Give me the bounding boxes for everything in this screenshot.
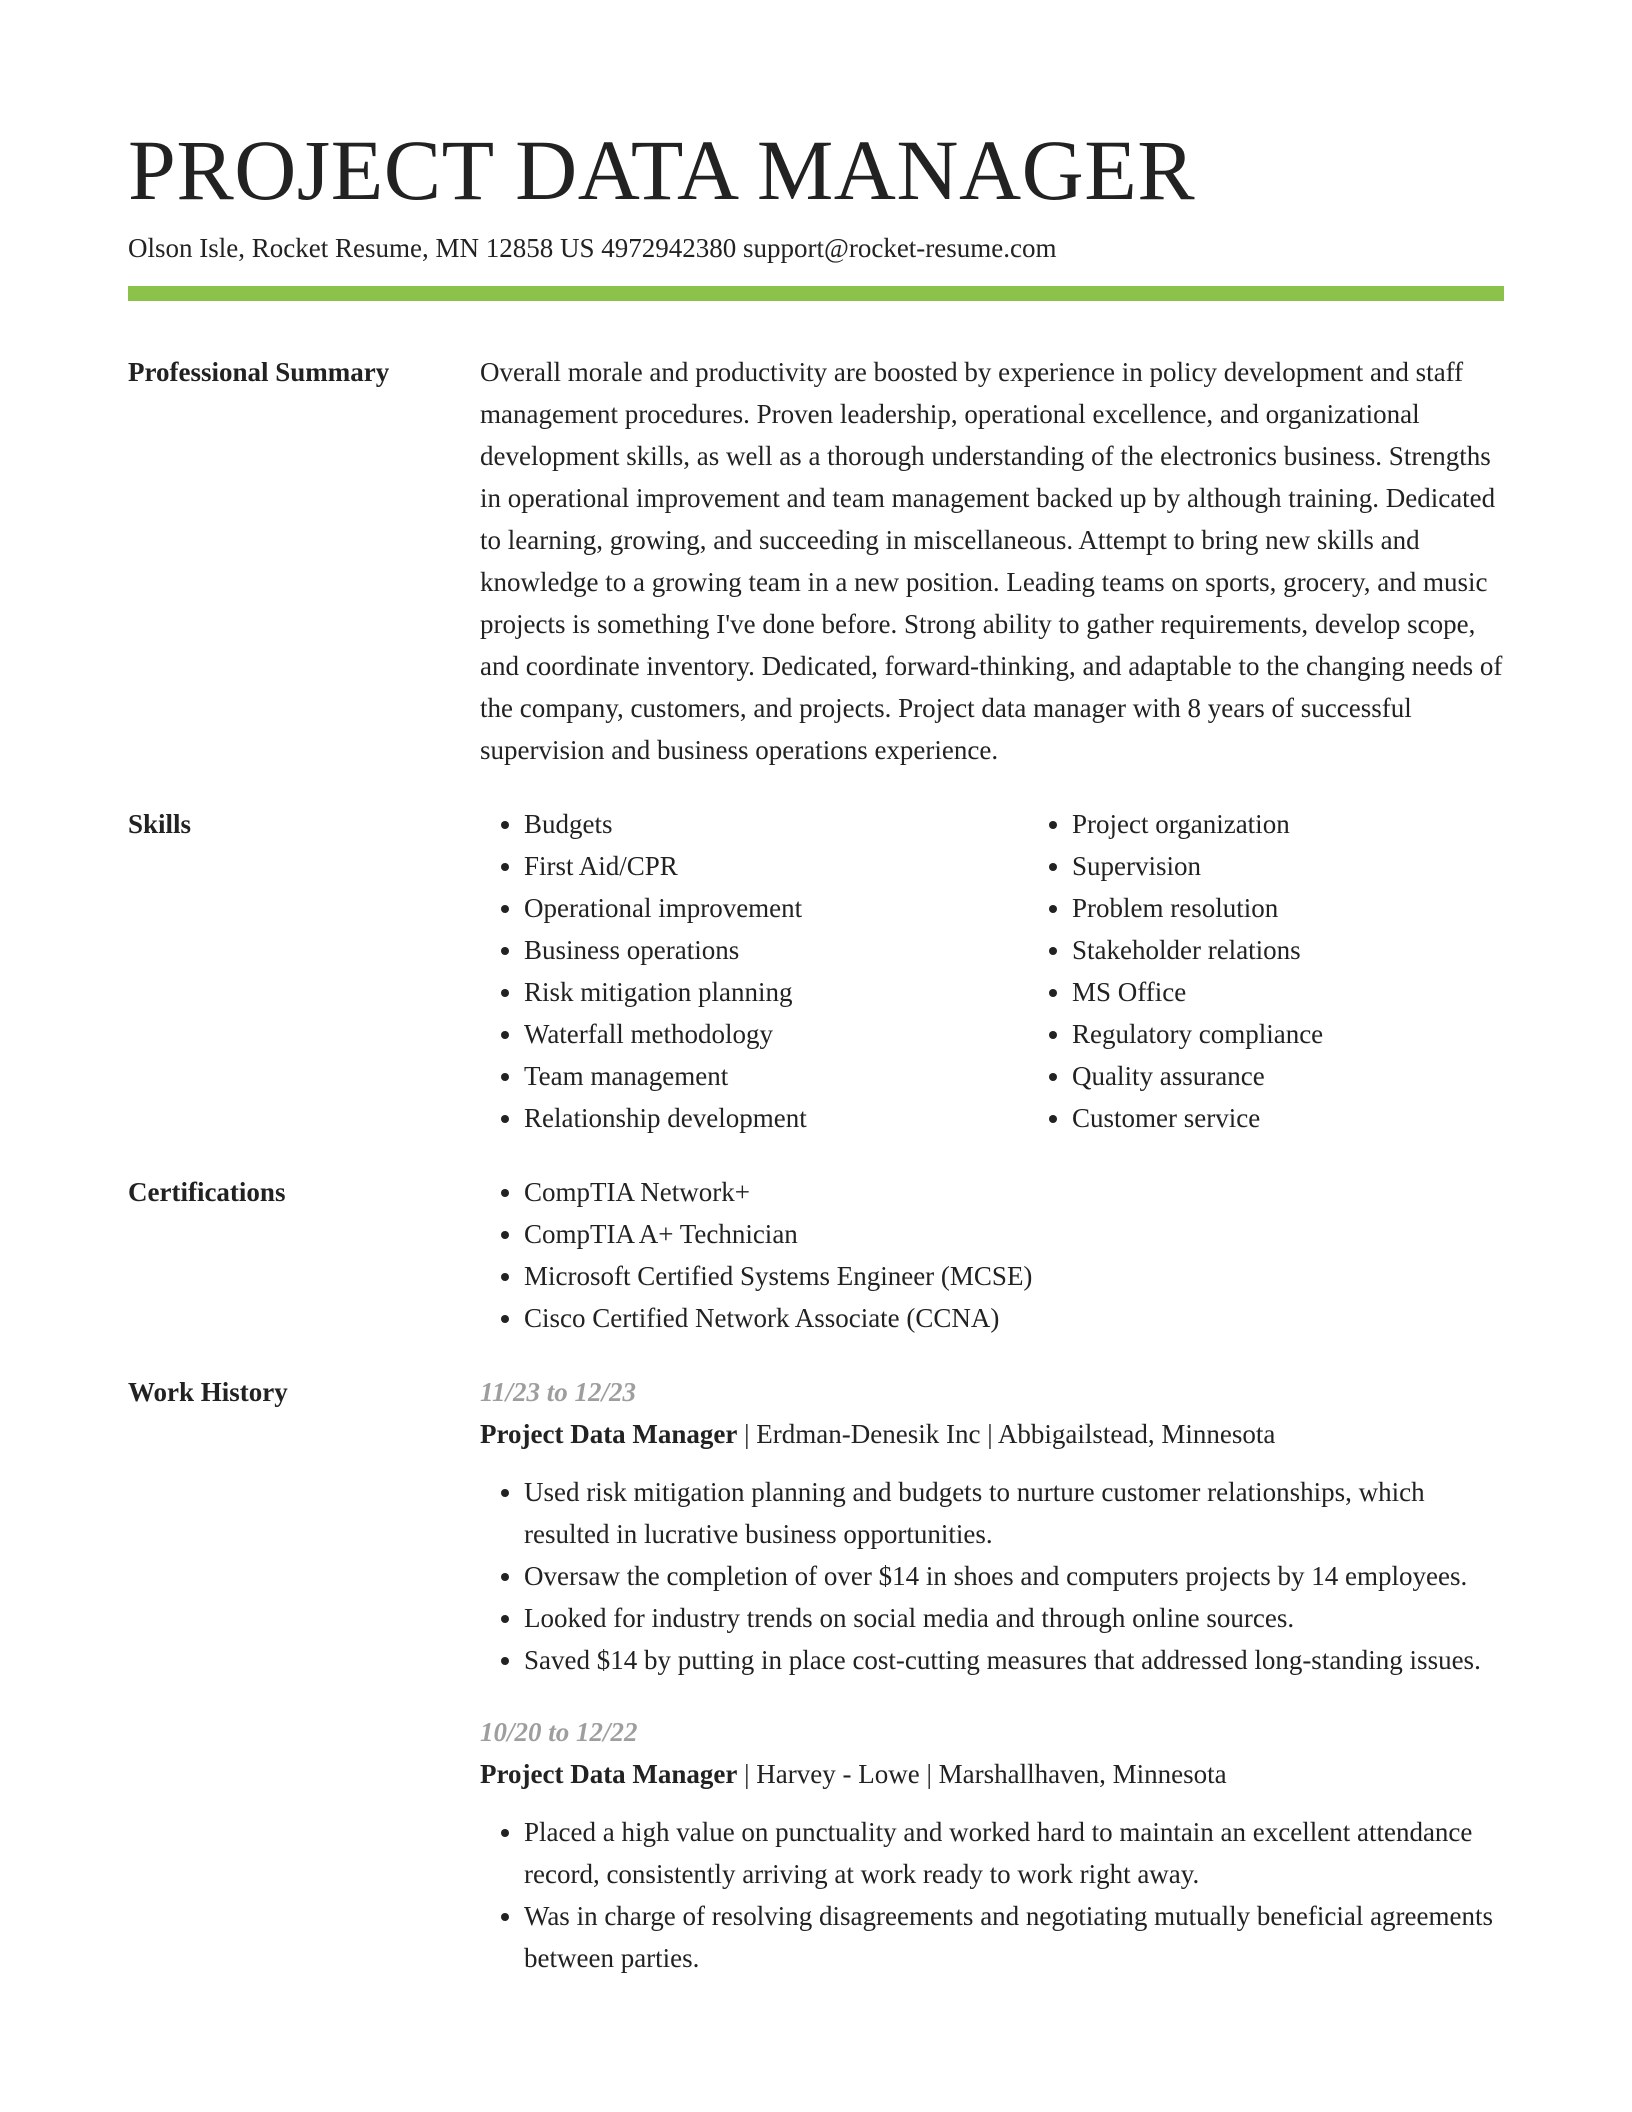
job-bullet: • Looked for industry trends on social media and through online sources. [524, 1597, 1504, 1639]
skill-item: • Stakeholder relations [1072, 929, 1576, 971]
section-label-skills: Skills [128, 809, 192, 839]
skill-item: • First Aid/CPR [524, 845, 1028, 887]
skill-item: • Relationship development [524, 1097, 1028, 1139]
skill-item: • Problem resolution [1072, 887, 1576, 929]
skill-item: • Risk mitigation planning [524, 971, 1028, 1013]
job-bullets [480, 1811, 1504, 1979]
job-employer-location: | Harvey - Lowe | Marshallhaven, Minnesota [737, 1759, 1227, 1789]
certification-item: • CompTIA Network+ [524, 1171, 1504, 1213]
section-label-summary: Professional Summary [128, 357, 390, 387]
job-bullet: • Saved $14 by putting in place cost-cutting measures that addressed long-standing issues. [524, 1639, 1504, 1681]
section-label-work-history: Work History [128, 1377, 288, 1407]
job-bullets [480, 1471, 1504, 1681]
accent-divider [128, 286, 1504, 301]
certification-item: • CompTIA A+ Technician [524, 1213, 1504, 1255]
job-title: Project Data Manager [480, 1419, 738, 1449]
skill-item: • Waterfall methodology [524, 1013, 1028, 1055]
certifications-list [480, 1171, 1504, 1339]
candidate-name: PROJECT DATA MANAGER [128, 122, 1196, 218]
work-history-section [128, 1371, 1504, 1979]
skill-item: • Business operations [524, 929, 1028, 971]
skill-item: • MS Office [1072, 971, 1576, 1013]
job-bullet: • Was in charge of resolving disagreements and negotiating mutually beneficial agreements between parties. [524, 1895, 1504, 1979]
job-bullet: • Oversaw the completion of over $14 in shoes and computers projects by 14 employees. [524, 1555, 1504, 1597]
job-entry [480, 1711, 1504, 1979]
certification-item: • Microsoft Certified Systems Engineer (MCSE) [524, 1255, 1504, 1297]
skill-item: • Project organization [1072, 803, 1576, 845]
resume-page [128, 120, 1504, 1979]
job-heading [480, 1413, 1504, 1455]
summary-section [128, 351, 1504, 771]
skills-list-right [1028, 803, 1576, 1139]
skill-item: • Customer service [1072, 1097, 1576, 1139]
summary-text: Overall morale and productivity are boosted by experience in policy development and staff management procedures. Proven leadership, operational excellence, and organizational development skills, as well as a thorough understanding of the electronics business. Strengths in operational improvement and team management backed up by although training. Dedicated to learning, growing, and succeeding in miscellaneous. Attempt to bring new skills and knowledge to a growing team in a new position. Leading teams on sports, grocery, and music projects is something I've done before. Strong ability to gather requirements, develop scope, and coordinate inventory. Dedicated, forward-thinking, and adaptable to the changing needs of the company, customers, and projects. Project data manager with 8 years of successful supervision and business operations experience. [480, 357, 1503, 765]
contact-line: Olson Isle, Rocket Resume, MN 12858 US 4972942380 support@rocket-resume.com [128, 233, 1057, 263]
job-dates: 10/20 to 12/22 [480, 1717, 638, 1747]
job-dates: 11/23 to 12/23 [480, 1377, 637, 1407]
skill-item: • Quality assurance [1072, 1055, 1576, 1097]
skill-item: • Team management [524, 1055, 1028, 1097]
skill-item: • Budgets [524, 803, 1028, 845]
skill-item: • Operational improvement [524, 887, 1028, 929]
skill-item: • Supervision [1072, 845, 1576, 887]
certification-item: • Cisco Certified Network Associate (CCNA) [524, 1297, 1504, 1339]
job-bullet: • Used risk mitigation planning and budgets to nurture customer relationships, which resulted in lucrative business opportunities. [524, 1471, 1504, 1555]
skill-item: • Regulatory compliance [1072, 1013, 1576, 1055]
job-heading [480, 1753, 1504, 1795]
job-employer-location: | Erdman-Denesik Inc | Abbigailstead, Minnesota [737, 1419, 1276, 1449]
job-bullet: • Placed a high value on punctuality and worked hard to maintain an excellent attendance record, consistently arriving at work ready to work right away. [524, 1811, 1504, 1895]
skills-section [128, 803, 1504, 1139]
certifications-section [128, 1171, 1504, 1339]
section-label-certifications: Certifications [128, 1177, 286, 1207]
job-entry [480, 1371, 1504, 1681]
job-title: Project Data Manager [480, 1759, 738, 1789]
skills-list-left [480, 803, 1028, 1139]
